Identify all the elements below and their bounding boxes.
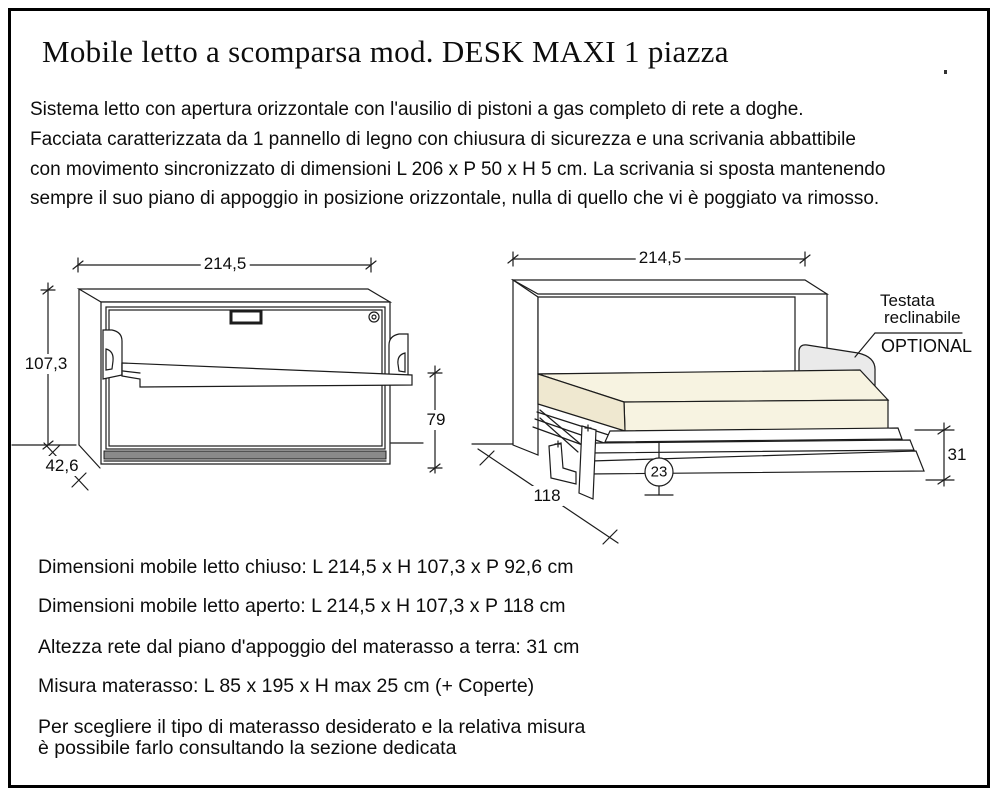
base-strip bbox=[104, 451, 386, 459]
bed-frame-slab bbox=[605, 428, 902, 442]
spec-note-line1: Per scegliere il tipo di materasso desiderato e la relativa misura bbox=[38, 716, 586, 738]
desk-bracket-left bbox=[103, 330, 122, 379]
dim-label-closed-depth: 42,6 bbox=[42, 456, 81, 476]
spec-note-line2: è possibile farlo consultando la sezione dedicata bbox=[38, 737, 457, 759]
headboard-label-line1: Testata bbox=[880, 291, 935, 310]
spec-closed-dimensions: Dimensioni mobile letto chiuso: L 214,5 x H 107,3 x P 92,6 cm bbox=[38, 556, 574, 578]
dim-label-desk-height: 79 bbox=[424, 410, 449, 430]
open-cabinet-top-face bbox=[513, 280, 827, 294]
dim-label-open-width: 214,5 bbox=[636, 248, 685, 268]
spec-mattress-size: Misura materasso: L 85 x 195 x H max 25 cm (+ Coperte) bbox=[38, 675, 535, 697]
lowered-desk-panel bbox=[587, 451, 924, 474]
description-line-2: Facciata caratterizzata da 1 pannello di legno con chiusura di sicurezza e una scrivania abbattibile bbox=[30, 129, 856, 150]
spec-rete-height: Altezza rete dal piano d'appoggio del materasso a terra: 31 cm bbox=[38, 636, 580, 658]
dim-label-open-depth: 118 bbox=[530, 486, 563, 506]
dim-label-rete-height: 31 bbox=[947, 445, 967, 464]
open-cabinet-left-upright bbox=[513, 280, 538, 455]
headboard-label-line2: reclinabile bbox=[884, 308, 961, 327]
cabinet-top-face bbox=[79, 289, 390, 302]
description-line-3: con movimento sincronizzato di dimensioni L 206 x P 50 x H 5 cm. La scrivania si sposta mantenendo bbox=[30, 159, 886, 180]
dim-label-callout: 23 bbox=[650, 463, 668, 481]
description-line-4: sempre il suo piano di appoggio in posizione orizzontale, nulla di quello che vi è poggiato va rimosso. bbox=[30, 188, 880, 209]
dim-label-closed-height: 107,3 bbox=[22, 354, 71, 374]
dim-label-closed-width: 214,5 bbox=[201, 254, 250, 274]
handle bbox=[231, 311, 261, 323]
headboard-optional-label: OPTIONAL bbox=[881, 336, 973, 356]
mattress bbox=[538, 370, 888, 431]
open-cabinet-back-opening bbox=[538, 297, 795, 374]
page-title: Mobile letto a scomparsa mod. DESK MAXI 1 piazza bbox=[42, 34, 729, 69]
description-line-1: Sistema letto con apertura orizzontale con l'ausilio di pistoni a gas completo di rete a doghe. bbox=[30, 99, 804, 120]
spec-open-dimensions: Dimensioni mobile letto aperto: L 214,5 x H 107,3 x P 118 cm bbox=[38, 595, 566, 617]
